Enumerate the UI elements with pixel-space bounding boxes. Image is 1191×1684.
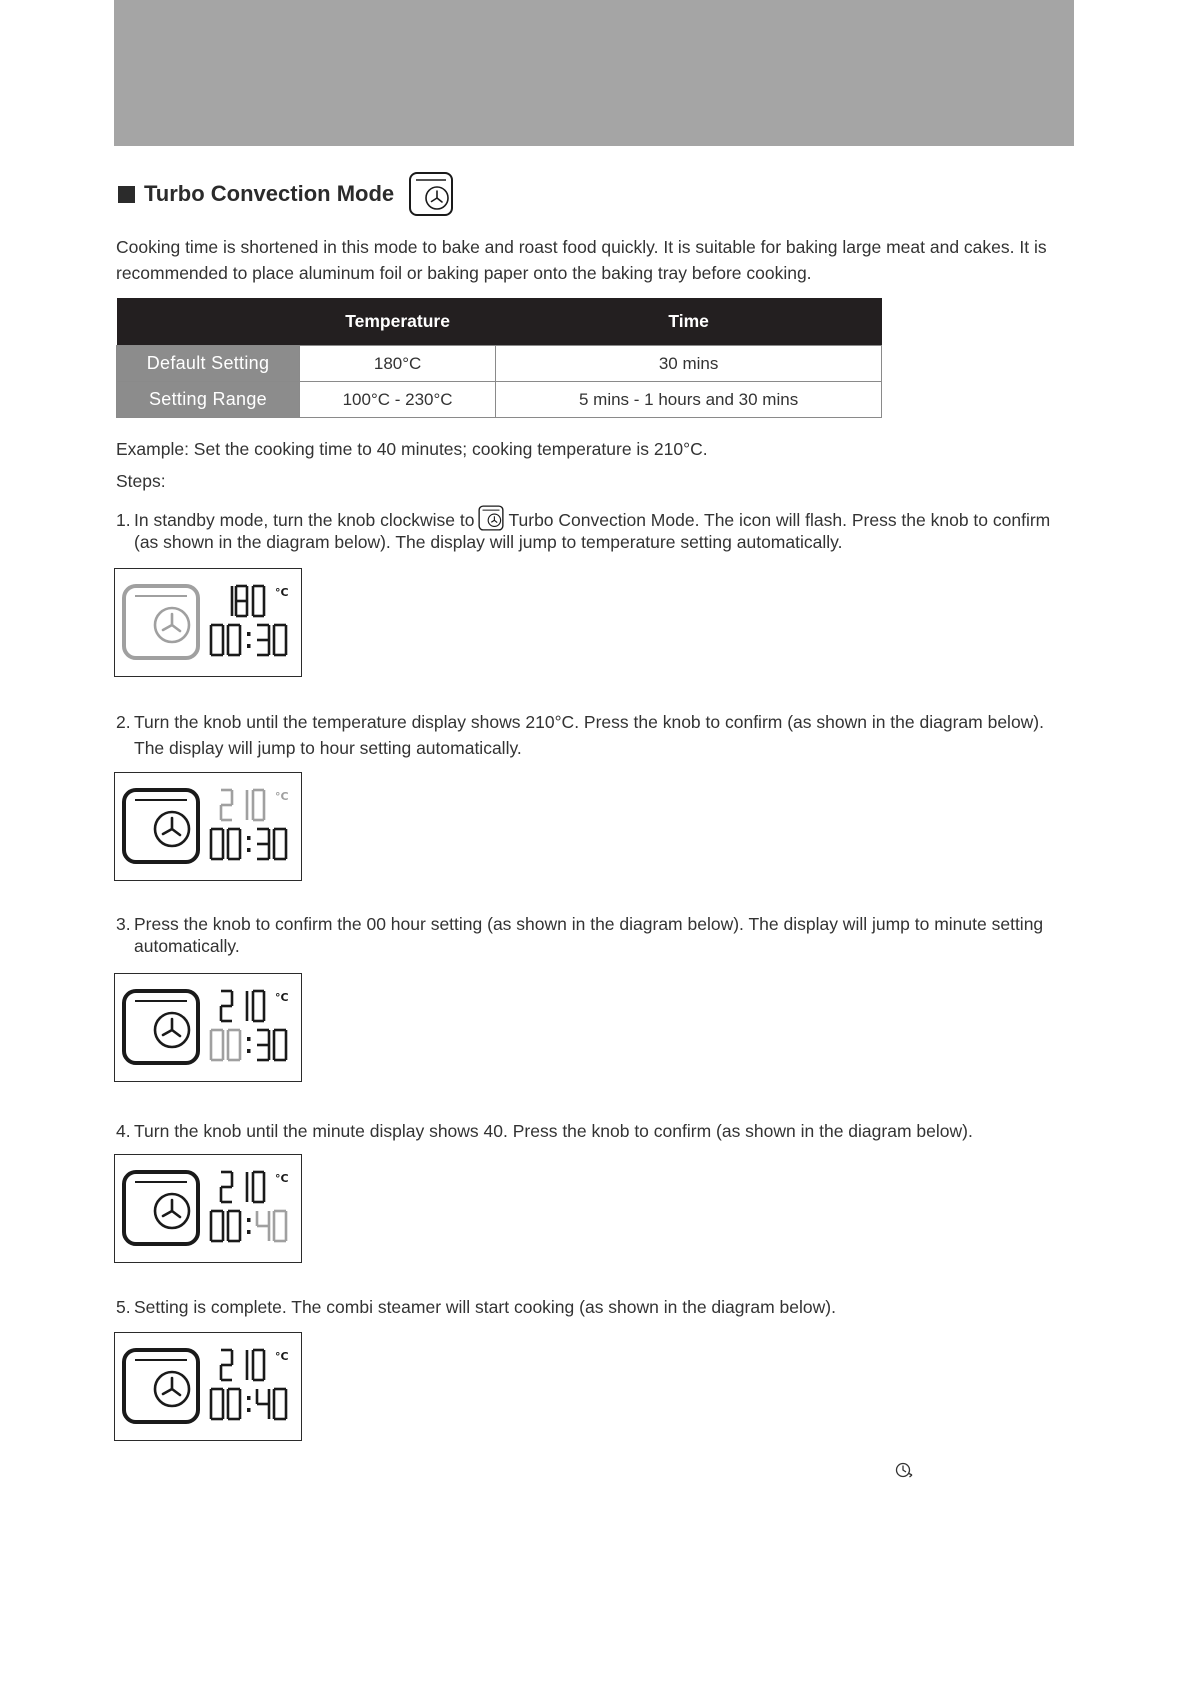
hours-readout xyxy=(211,1389,240,1419)
time-colon xyxy=(247,1037,251,1053)
lcd-display xyxy=(115,1333,301,1440)
lcd-display xyxy=(115,974,301,1081)
step-continuation: The display will jump to hour setting automatically. xyxy=(134,738,522,758)
lcd-digit xyxy=(253,790,264,820)
step-4 xyxy=(116,1120,1086,1142)
step-number: 5. xyxy=(116,1297,131,1317)
row-time: 5 mins - 1 hours and 30 mins xyxy=(496,382,882,418)
row-time: 30 mins xyxy=(496,346,882,382)
time-colon xyxy=(247,1218,251,1234)
step-2 xyxy=(116,711,1086,759)
minutes-readout xyxy=(257,1211,286,1241)
temperature-readout xyxy=(221,1350,289,1380)
step-text: Turn the knob until the minute display shows 40. Press the knob to confirm (as shown in the diagram below). xyxy=(134,1121,973,1141)
lcd-display xyxy=(115,773,301,880)
step-icon-label: Turbo Convection Mode. xyxy=(508,510,700,530)
minutes-readout xyxy=(257,625,286,655)
lcd-digit xyxy=(274,625,286,655)
temperature-readout xyxy=(232,586,289,616)
lcd-digit xyxy=(228,1211,240,1241)
lcd-digit xyxy=(253,991,264,1021)
table-header-temperature: Temperature xyxy=(300,298,496,346)
timer-arrow-icon xyxy=(894,1460,914,1480)
step-number: 3. xyxy=(116,914,131,934)
lcd-digit xyxy=(236,586,247,616)
turbo-convection-icon xyxy=(408,171,454,217)
temperature-unit: °C xyxy=(275,586,289,599)
table-row xyxy=(117,346,882,382)
lcd-digit xyxy=(274,1211,286,1241)
settings-table xyxy=(116,298,882,418)
lcd-digit xyxy=(211,1030,223,1060)
lcd-digit xyxy=(257,829,269,859)
control-panel-display xyxy=(114,772,302,881)
lcd-digit xyxy=(257,1389,269,1419)
step-text: Press the knob to confirm the 00 hour setting (as shown in the diagram below). The display will jump to minute setting xyxy=(134,914,1044,934)
section-title xyxy=(118,170,454,218)
step-text: In standby mode, turn the knob clockwise to xyxy=(134,510,475,530)
control-panel-display xyxy=(114,1154,302,1263)
turbo-convection-icon xyxy=(124,991,198,1063)
table-header-row xyxy=(117,298,882,346)
step-number: 1. xyxy=(116,510,131,530)
hours-readout xyxy=(211,625,240,655)
turbo-convection-icon xyxy=(478,505,504,531)
lcd-digit xyxy=(221,1172,232,1202)
row-label: Setting Range xyxy=(117,382,300,418)
lcd-digit xyxy=(253,586,264,616)
lcd-digit xyxy=(253,1350,264,1380)
lcd-digit xyxy=(221,1350,232,1380)
step-1 xyxy=(116,505,1086,553)
lcd-digit xyxy=(221,790,232,820)
time-colon xyxy=(247,632,251,648)
row-temperature: 100°C - 230°C xyxy=(300,382,496,418)
step-continuation: (as shown in the diagram below). The display will jump to temperature setting automatically. xyxy=(134,532,843,552)
step-continuation: automatically. xyxy=(134,936,240,956)
table-row xyxy=(117,382,882,418)
lcd-digit xyxy=(228,1389,240,1419)
lcd-digit xyxy=(253,1172,264,1202)
intro-paragraph: Cooking time is shortened in this mode to bake and roast food quickly. It is suitable for baking large meat and cakes. It is recommended to place aluminum foil or baking paper onto the baking tray before cooking. xyxy=(116,237,1047,283)
step-text: Setting is complete. The combi steamer will start cooking (as shown in the diagram below). xyxy=(134,1297,836,1317)
section-title-text: Turbo Convection Mode xyxy=(144,181,395,206)
lcd-display xyxy=(115,1155,301,1262)
lcd-digit xyxy=(228,829,240,859)
time-colon xyxy=(247,836,251,852)
lcd-digit xyxy=(274,1389,286,1419)
temperature-readout xyxy=(221,1172,289,1202)
lcd-digit xyxy=(274,829,286,859)
temperature-readout xyxy=(221,991,289,1021)
lcd-digit xyxy=(274,1030,286,1060)
table-header-blank xyxy=(117,298,300,346)
step-text-after: The icon will flash. Press the knob to confirm xyxy=(699,510,1051,530)
header-band xyxy=(114,0,1074,146)
step-3 xyxy=(116,913,1086,957)
lcd-digit xyxy=(257,625,269,655)
lcd-digit xyxy=(257,1211,269,1241)
turbo-convection-icon xyxy=(124,1172,198,1244)
row-label: Default Setting xyxy=(117,346,300,382)
lcd-digit xyxy=(257,1030,269,1060)
hours-readout xyxy=(211,829,240,859)
lcd-digit xyxy=(221,991,232,1021)
hours-readout xyxy=(211,1030,240,1060)
table-header-time: Time xyxy=(496,298,882,346)
example-text: Example: Set the cooking time to 40 minutes; cooking temperature is 210°C. xyxy=(116,439,708,459)
step-text: Turn the knob until the temperature display shows 210°C. Press the knob to confirm (as shown in the diagram below). xyxy=(134,712,1044,732)
steps-label: Steps: xyxy=(116,471,166,491)
minutes-readout xyxy=(257,1389,286,1419)
lcd-display xyxy=(115,569,301,676)
control-panel-display xyxy=(114,568,302,677)
control-panel-display xyxy=(114,973,302,1082)
turbo-convection-icon xyxy=(124,586,198,658)
turbo-convection-icon xyxy=(124,790,198,862)
lcd-digit xyxy=(211,829,223,859)
step-number: 2. xyxy=(116,712,131,732)
control-panel-display xyxy=(114,1332,302,1441)
temperature-readout xyxy=(221,790,289,820)
lcd-digit xyxy=(211,625,223,655)
time-colon xyxy=(247,1396,251,1412)
minutes-readout xyxy=(257,829,286,859)
lcd-digit xyxy=(211,1211,223,1241)
hours-readout xyxy=(211,1211,240,1241)
row-temperature: 180°C xyxy=(300,346,496,382)
temperature-unit: °C xyxy=(275,790,289,803)
temperature-unit: °C xyxy=(275,1172,289,1185)
minutes-readout xyxy=(257,1030,286,1060)
temperature-unit: °C xyxy=(275,1350,289,1363)
lcd-digit xyxy=(228,1030,240,1060)
title-bullet xyxy=(118,186,135,203)
turbo-convection-icon xyxy=(124,1350,198,1422)
lcd-digit xyxy=(228,625,240,655)
lcd-digit xyxy=(211,1389,223,1419)
temperature-unit: °C xyxy=(275,991,289,1004)
step-number: 4. xyxy=(116,1121,131,1141)
step-5 xyxy=(116,1296,1086,1318)
